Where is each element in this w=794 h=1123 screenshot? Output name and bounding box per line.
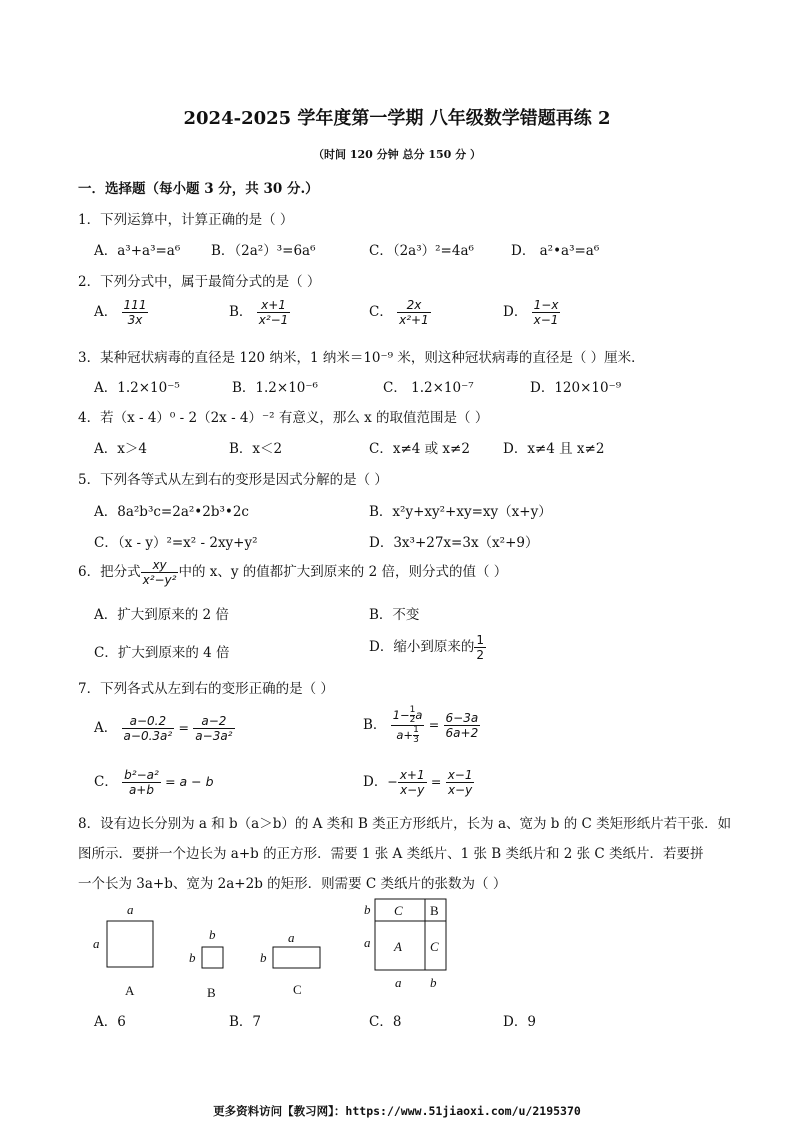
q2-option-c: C． $\frac{2x}{\text{x²+1}}$ bbox=[369, 298, 429, 327]
fraction: $\frac{x+1}{\text{x²−1}}$ bbox=[258, 298, 289, 327]
question-1-stem: 1．下列运算中，计算正确的是（ ） bbox=[78, 212, 294, 228]
q2-option-d: D． $\frac{1-x}{x-1}$ bbox=[503, 298, 559, 327]
q1-option-b: B．（2a²）³=6a⁶ bbox=[211, 243, 316, 259]
q1-option-d: D． a²•a³=a⁶ bbox=[511, 243, 600, 259]
q5-option-d: D．3x³+27x=3x（x²+9） bbox=[369, 535, 539, 551]
fraction: $\frac{x+1}{x-y}$ bbox=[399, 768, 425, 797]
q1-option-c: C．（2a³）²=4a⁶ bbox=[369, 243, 474, 259]
fraction: $\frac{2x}{\text{x²+1}}$ bbox=[399, 298, 429, 327]
tiles-figure bbox=[80, 895, 480, 1005]
q6-option-d: D．缩小到原来的 $\frac{1}{2}$ bbox=[369, 633, 484, 662]
fraction: $\frac{x-1}{x-y}$ bbox=[447, 768, 473, 797]
q7-option-d: D．− $\frac{x+1}{x-y}$ = $\frac{x-1}{x-y}$ bbox=[363, 768, 473, 797]
section-heading: 一．选择题（每小题 3 分，共 30 分.） bbox=[78, 181, 319, 197]
q7-option-b: B． 1− $\frac{1}{2}$ a a+ $\frac{1}{3}$ = $\frac{6-3a}{6a+2}$ bbox=[363, 705, 479, 745]
fraction: $\frac{1-x}{x-1}$ bbox=[533, 298, 559, 327]
q6-option-b: B．不变 bbox=[369, 607, 420, 623]
grid-bottom-a: a bbox=[395, 975, 402, 990]
fraction: $\frac{\text{b²−a²}}{a+b}$ bbox=[124, 768, 159, 797]
page-title: 2024-2025 学年度第一学期 八年级数学错题再练 2 bbox=[183, 108, 611, 129]
q4-option-c: C．x≠4 或 x≠2 bbox=[369, 441, 470, 457]
fraction: $\frac{111}{3x}$ bbox=[123, 298, 147, 327]
q4-option-b: B．x＜2 bbox=[229, 441, 283, 457]
question-6-stem: 6．把分式 $\frac{xy}{\text{x²−y²}}$ 中的 x、y 的值都扩大到原来的 2 倍，则分式的值（ ） bbox=[78, 558, 508, 587]
q3-option-b: B．1.2×10⁻⁶ bbox=[232, 380, 318, 396]
q8-option-a: A．6 bbox=[94, 1014, 126, 1030]
question-5-stem: 5．下列各等式从左到右的变形是因式分解的是（ ） bbox=[78, 472, 388, 488]
square-a bbox=[107, 921, 153, 967]
q6-option-c: C．扩大到原来的 4 倍 bbox=[94, 645, 230, 661]
caption-a: A bbox=[125, 983, 135, 998]
q4-option-d: D．x≠4 且 x≠2 bbox=[503, 441, 605, 457]
grid-cell-c-right: C bbox=[430, 939, 439, 954]
q2-option-a: A． $\frac{111}{3x}$ bbox=[94, 298, 147, 327]
grid-cell-b: B bbox=[430, 903, 439, 918]
q7-option-a: A． $\frac{a-0.2}{\text{a−0.3a²}}$ = $\frac{a-2}{\text{a−3a²}}$ bbox=[94, 714, 233, 743]
grid-cell-a: A bbox=[394, 939, 402, 954]
q6-option-a: A．扩大到原来的 2 倍 bbox=[94, 607, 229, 623]
question-4-stem: 4．若（x - 4）⁰ - 2（2x - 4）⁻² 有意义，那么 x 的取值范围是（ ） bbox=[78, 410, 489, 426]
fraction: $\frac{a-0.2}{\text{a−0.3a²}}$ bbox=[123, 714, 173, 743]
q7-option-c: C． $\frac{\text{b²−a²}}{a+b}$ = a − b bbox=[94, 768, 214, 797]
q8-option-b: B．7 bbox=[229, 1014, 262, 1030]
label-c-top: a bbox=[288, 930, 295, 945]
footer-link[interactable]: 更多资料访问【教习网】：https://www.51jiaoxi.com/u/2195370 bbox=[213, 1104, 581, 1118]
page-subtitle: （时间 120 分钟 总分 150 分 ） bbox=[313, 148, 481, 161]
question-7-stem: 7．下列各式从左到右的变形正确的是（ ） bbox=[78, 681, 334, 697]
q5-option-a: A．8a²b³c=2a²•2b³•2c bbox=[94, 504, 249, 520]
question-8-line-1: 8．设有边长分别为 a 和 b（a＞b）的 A 类和 B 类正方形纸片，长为 a、宽为 b 的 C 类矩形纸片若干张．如 bbox=[78, 816, 732, 832]
label-b-top: b bbox=[209, 927, 216, 942]
fraction: $\frac{xy}{\text{x²−y²}}$ bbox=[142, 558, 177, 587]
q8-option-c: C．8 bbox=[369, 1014, 402, 1030]
fraction: $\frac{a-2}{\text{a−3a²}}$ bbox=[195, 714, 233, 743]
q5-option-b: B．x²y+xy²+xy=xy（x+y） bbox=[369, 504, 552, 520]
grid-left-b: b bbox=[364, 902, 371, 917]
label-b-left: b bbox=[189, 950, 196, 965]
label-a-top: a bbox=[127, 902, 134, 917]
rect-c bbox=[273, 947, 320, 968]
q5-option-c: C．（x - y）²=x² - 2xy+y² bbox=[94, 535, 258, 551]
q3-option-c: C． 1.2×10⁻⁷ bbox=[383, 380, 474, 396]
q4-option-a: A．x＞4 bbox=[94, 441, 147, 457]
square-b bbox=[202, 947, 223, 968]
label-a-left: a bbox=[93, 936, 100, 951]
question-3-stem: 3．某种冠状病毒的直径是 120 纳米，1 纳米＝10⁻⁹ 米，则这种冠状病毒的直径是（ ）厘米． bbox=[78, 350, 645, 366]
caption-c: C bbox=[293, 982, 302, 997]
q2-option-b: B． $\frac{x+1}{\text{x²−1}}$ bbox=[229, 298, 289, 327]
q3-option-d: D．120×10⁻⁹ bbox=[530, 380, 622, 396]
question-2-stem: 2．下列分式中，属于最简分式的是（ ） bbox=[78, 274, 321, 290]
grid-cell-c-top: C bbox=[394, 903, 403, 918]
question-8-line-2: 图所示．要拼一个边长为 a+b 的正方形．需要 1 张 A 类纸片、1 张 B 类纸片和 2 张 C 类纸片．若要拼 bbox=[78, 846, 704, 862]
q3-option-a: A．1.2×10⁻⁵ bbox=[94, 380, 180, 396]
label-c-left: b bbox=[260, 950, 267, 965]
fraction: $\frac{6-3a}{6a+2}$ bbox=[445, 711, 479, 740]
grid-bottom-b: b bbox=[430, 975, 437, 990]
complex-fraction: 1− $\frac{1}{2}$ a a+ $\frac{1}{3}$ bbox=[392, 705, 423, 745]
q1-option-a: A．a³+a³=a⁶ bbox=[94, 243, 181, 259]
grid-left-a: a bbox=[364, 935, 371, 950]
q8-option-d: D．9 bbox=[503, 1014, 536, 1030]
question-8-line-3: 一个长为 3a+b、宽为 2a+2b 的矩形．则需要 C 类纸片的张数为（ ） bbox=[78, 876, 507, 892]
caption-b: B bbox=[207, 985, 216, 1000]
fraction-half: $\frac{1}{2}$ bbox=[476, 633, 484, 662]
